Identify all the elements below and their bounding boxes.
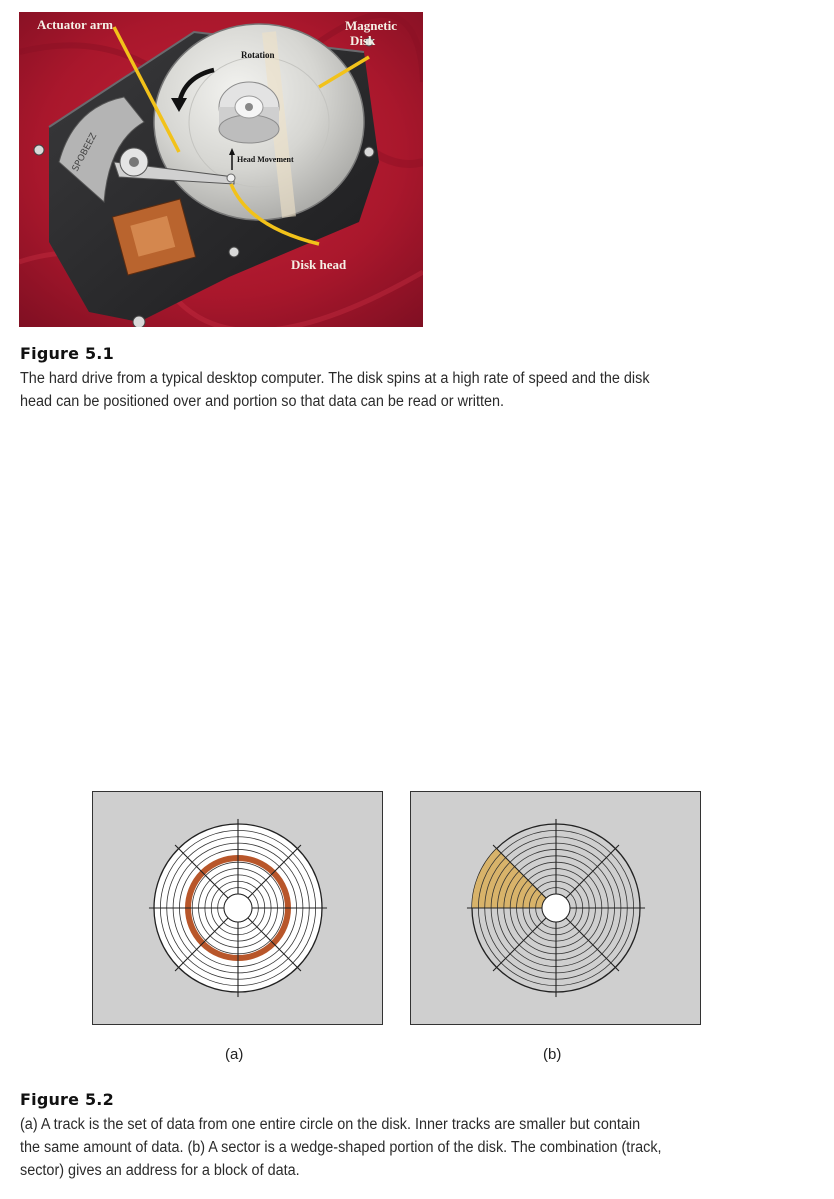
actuator-arm-label: Actuator arm — [37, 17, 113, 32]
disk-head-label: Disk head — [291, 257, 347, 272]
figure-5-2-caption — [20, 1113, 764, 1182]
sector-diagram — [411, 792, 702, 1026]
caption-line: The hard drive from a typical desktop computer. The disk spins at a high rate of speed and the disk — [20, 370, 650, 387]
caption-line: the same amount of data. (b) A sector is a wedge-shaped portion of the disk. The combination (track, — [20, 1139, 662, 1156]
track-diagram — [93, 792, 384, 1026]
spindle-hole — [542, 894, 570, 922]
brand-text: SPOBEEZ — [70, 131, 100, 174]
caption-line: head can be positioned over and portion so that data can be read or written. — [20, 393, 505, 410]
figure-5-1-label: Figure 5.1 — [20, 344, 114, 363]
caption-line: sector) gives an address for a block of data. — [20, 1162, 300, 1179]
caption-line: (a) A track is the set of data from one entire circle on the disk. Inner tracks are smaller but contain — [20, 1116, 641, 1133]
track-diagram-panel — [92, 791, 383, 1025]
hard-drive-photo — [19, 12, 423, 327]
magnetic-disk-label-line2: Disk — [350, 33, 376, 48]
figure-5-1-caption — [20, 367, 764, 413]
panel-b-label: (b) — [543, 1046, 562, 1063]
head-movement-label: Head Movement — [237, 155, 294, 164]
spindle-hole — [224, 894, 252, 922]
panel-a-label: (a) — [225, 1046, 244, 1063]
sector-diagram-panel — [410, 791, 701, 1025]
figure-5-2-label: Figure 5.2 — [20, 1090, 114, 1109]
magnetic-disk-label-line1: Magnetic — [345, 18, 397, 33]
rotation-label: Rotation — [241, 50, 275, 60]
